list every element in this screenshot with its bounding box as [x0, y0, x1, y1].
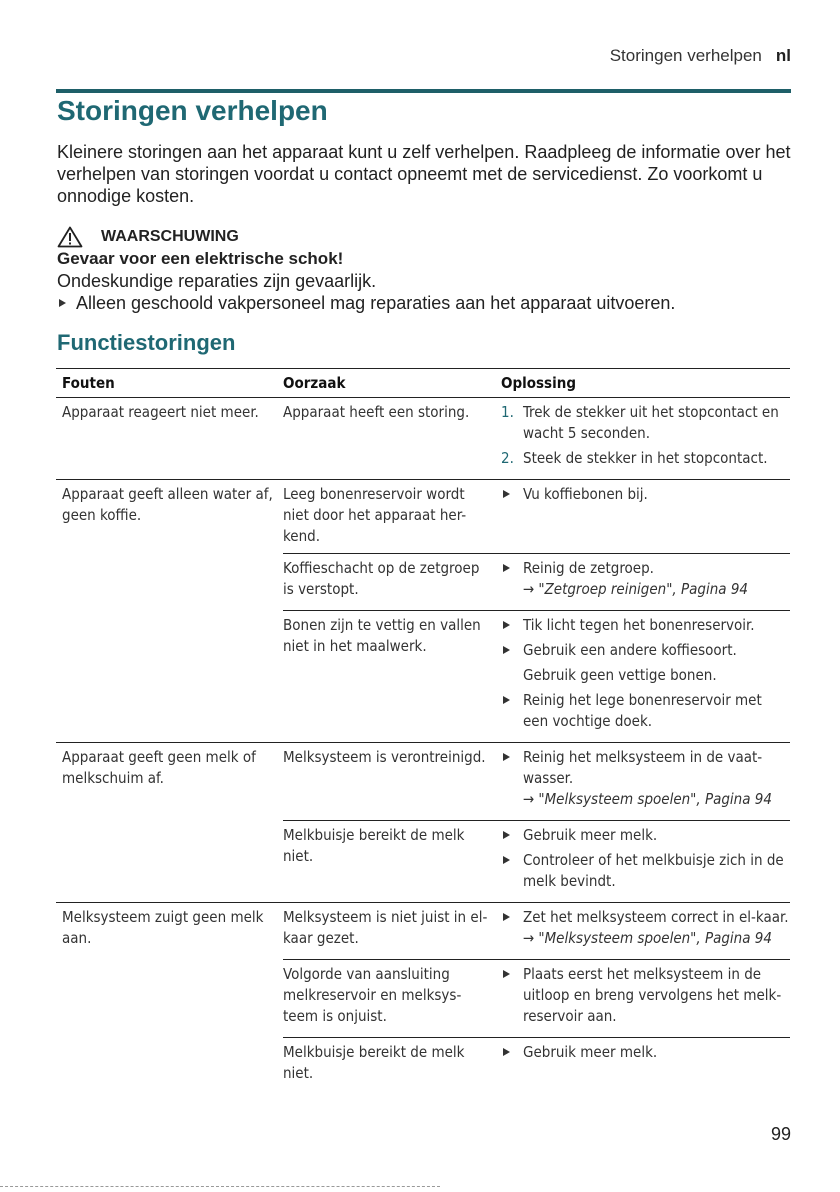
warning-subtitle: Gevaar voor een elektrische schok! [57, 249, 344, 268]
cause-cell: Melkbuisje bereikt de melk niet. [283, 826, 465, 865]
solution-bullet [501, 747, 790, 810]
bullet-triangle-icon [501, 850, 523, 892]
table-row [56, 903, 790, 1090]
step-text: Trek de stekker uit het stopcontact en wacht 5 seconden. [523, 403, 779, 442]
fault-cell: Apparaat geeft alleen water af, geen koffie. [62, 485, 273, 524]
cause-row [283, 398, 790, 479]
page-number: 99 [770, 1124, 791, 1144]
bullet-text: Zet het melksysteem correct in el-kaar. [523, 908, 789, 926]
intro-paragraph: Kleinere storingen aan het apparaat kunt u zelf verhelpen. Raadpleeg de informatie over het verhelpen van storingen voordat u contact opneemt met de servicedienst. Zo voorkomt u onnodige kosten. [57, 142, 791, 206]
solution-bullet [501, 907, 790, 949]
cause-cell: Apparaat heeft een storing. [283, 403, 470, 421]
bullet-text: Vu koffiebonen bij. [523, 485, 648, 503]
running-header [610, 46, 791, 66]
troubleshooting-table [56, 368, 790, 1090]
bullet-text: Tik licht tegen het bonenreservoir. [523, 616, 755, 634]
cause-row [283, 903, 790, 959]
solution-bullet [501, 850, 790, 892]
bullet-triangle-icon [501, 690, 523, 732]
solution-cell [501, 907, 790, 953]
warning-bullet [57, 292, 797, 314]
bullet-text: Gebruik een andere koffiesoort. [523, 641, 737, 659]
solution-bullet [501, 615, 790, 636]
solution-cell [501, 1042, 790, 1084]
cause-cell: Koffieschacht op de zetgroep is verstopt. [283, 559, 480, 598]
fault-cell: Apparaat reageert niet meer. [62, 403, 259, 421]
header-oplossing: Oplossing [501, 373, 576, 392]
table-row [56, 398, 790, 480]
solution-cell [501, 558, 790, 604]
header-oorzaak: Oorzaak [283, 373, 346, 392]
bullet-triangle-icon [501, 484, 523, 505]
bullet-text: Reinig het melksysteem in de vaat-wasser. [523, 748, 763, 787]
bullet-triangle-icon [501, 1042, 523, 1063]
solution-step [501, 402, 790, 444]
page-title: Storingen verhelpen [57, 95, 328, 126]
cause-row [283, 480, 790, 553]
header-fouten: Fouten [62, 373, 115, 392]
bullet-text: Reinig het lege bonenreservoir met een vochtige doek. [523, 691, 762, 730]
solution-cell [501, 747, 790, 814]
arrow-right-icon: → [523, 929, 535, 947]
bullet-text: Gebruik meer melk. [523, 826, 658, 844]
cause-cell: Melksysteem is verontreinigd. [283, 748, 486, 766]
bullet-text: Gebruik meer melk. [523, 1043, 658, 1061]
header-rule [56, 89, 791, 93]
solution-bullet [501, 1042, 790, 1063]
cause-cell: Melkbuisje bereikt de melk niet. [283, 1043, 465, 1082]
bullet-extra-text: Gebruik geen vettige bonen. [523, 666, 717, 684]
step-number: 1. [501, 403, 514, 421]
cause-cell: Leeg bonenreservoir wordt niet door het apparaat her-kend. [283, 485, 467, 545]
cause-row [283, 1037, 790, 1090]
solution-cell [501, 825, 790, 896]
cause-row [283, 959, 790, 1037]
solution-bullet [501, 640, 790, 661]
solution-step [501, 448, 790, 469]
cause-row [283, 820, 790, 902]
table-header-row [56, 368, 790, 398]
step-text: Steek de stekker in het stopcontact. [523, 449, 768, 467]
bullet-text: Controleer of het melkbuisje zich in de melk bevindt. [523, 851, 784, 890]
arrow-right-icon: → [523, 580, 535, 598]
step-number: 2. [501, 449, 514, 467]
arrow-right-icon: → [523, 790, 535, 808]
bullet-triangle-icon [501, 747, 523, 810]
solution-bullet [501, 964, 790, 1027]
table-row [56, 480, 790, 743]
bullet-triangle-icon [501, 558, 523, 600]
section-subtitle: Functiestoringen [57, 330, 236, 355]
bullet-triangle-icon [501, 907, 523, 949]
solution-cell [501, 484, 790, 547]
solution-bullet [501, 825, 790, 846]
page-reference-link[interactable]: → "Zetgroep reinigen", Pagina 94 [523, 580, 748, 598]
warning-header [57, 226, 797, 248]
page-reference-link[interactable]: → "Melksysteem spoelen", Pagina 94 [523, 790, 772, 808]
warning-bullet-text: Alleen geschoold vakpersoneel mag reparaties aan het apparaat uitvoeren. [76, 293, 676, 313]
bullet-text: Plaats eerst het melksysteem in de uitloop en breng vervolgens het melk-reservoir aan. [523, 965, 782, 1025]
solution-cell [501, 615, 790, 736]
header-section: Storingen verhelpen [609, 46, 762, 65]
solution-bullet [501, 690, 790, 732]
solution-cell [501, 964, 790, 1031]
warning-triangle-icon [57, 226, 83, 248]
footer-cut-line [0, 1186, 440, 1188]
cause-row [283, 610, 790, 742]
solution-cell [501, 402, 790, 473]
fault-cell: Apparaat geeft geen melk of melkschuim af. [62, 748, 256, 787]
page-reference-link[interactable]: → "Melksysteem spoelen", Pagina 94 [523, 929, 772, 947]
warning-label: WAARSCHUWING [101, 228, 239, 245]
warning-block [57, 226, 797, 314]
cause-cell: Bonen zijn te vettig en vallen niet in het maalwerk. [283, 616, 481, 655]
cause-row [283, 743, 790, 820]
bullet-triangle-icon [501, 615, 523, 636]
table-row [56, 743, 790, 903]
cause-row [283, 553, 790, 610]
solution-bullet [501, 558, 790, 600]
bullet-triangle-icon [501, 964, 523, 1027]
warning-text: Ondeskundige reparaties zijn gevaarlijk. [57, 271, 377, 291]
solution-bullet [501, 484, 790, 505]
fault-cell: Melksysteem zuigt geen melk aan. [62, 908, 264, 947]
cause-cell: Volgorde van aansluiting melkreservoir en melksys-teem is onjuist. [283, 965, 462, 1025]
bullet-triangle-icon [501, 640, 523, 661]
bullet-triangle-icon [501, 825, 523, 846]
bullet-text: Reinig de zetgroep. [523, 559, 654, 577]
header-language: nl [775, 46, 791, 65]
bullet-triangle-icon [59, 299, 66, 307]
cause-cell: Melksysteem is niet juist in el-kaar gezet. [283, 908, 488, 947]
